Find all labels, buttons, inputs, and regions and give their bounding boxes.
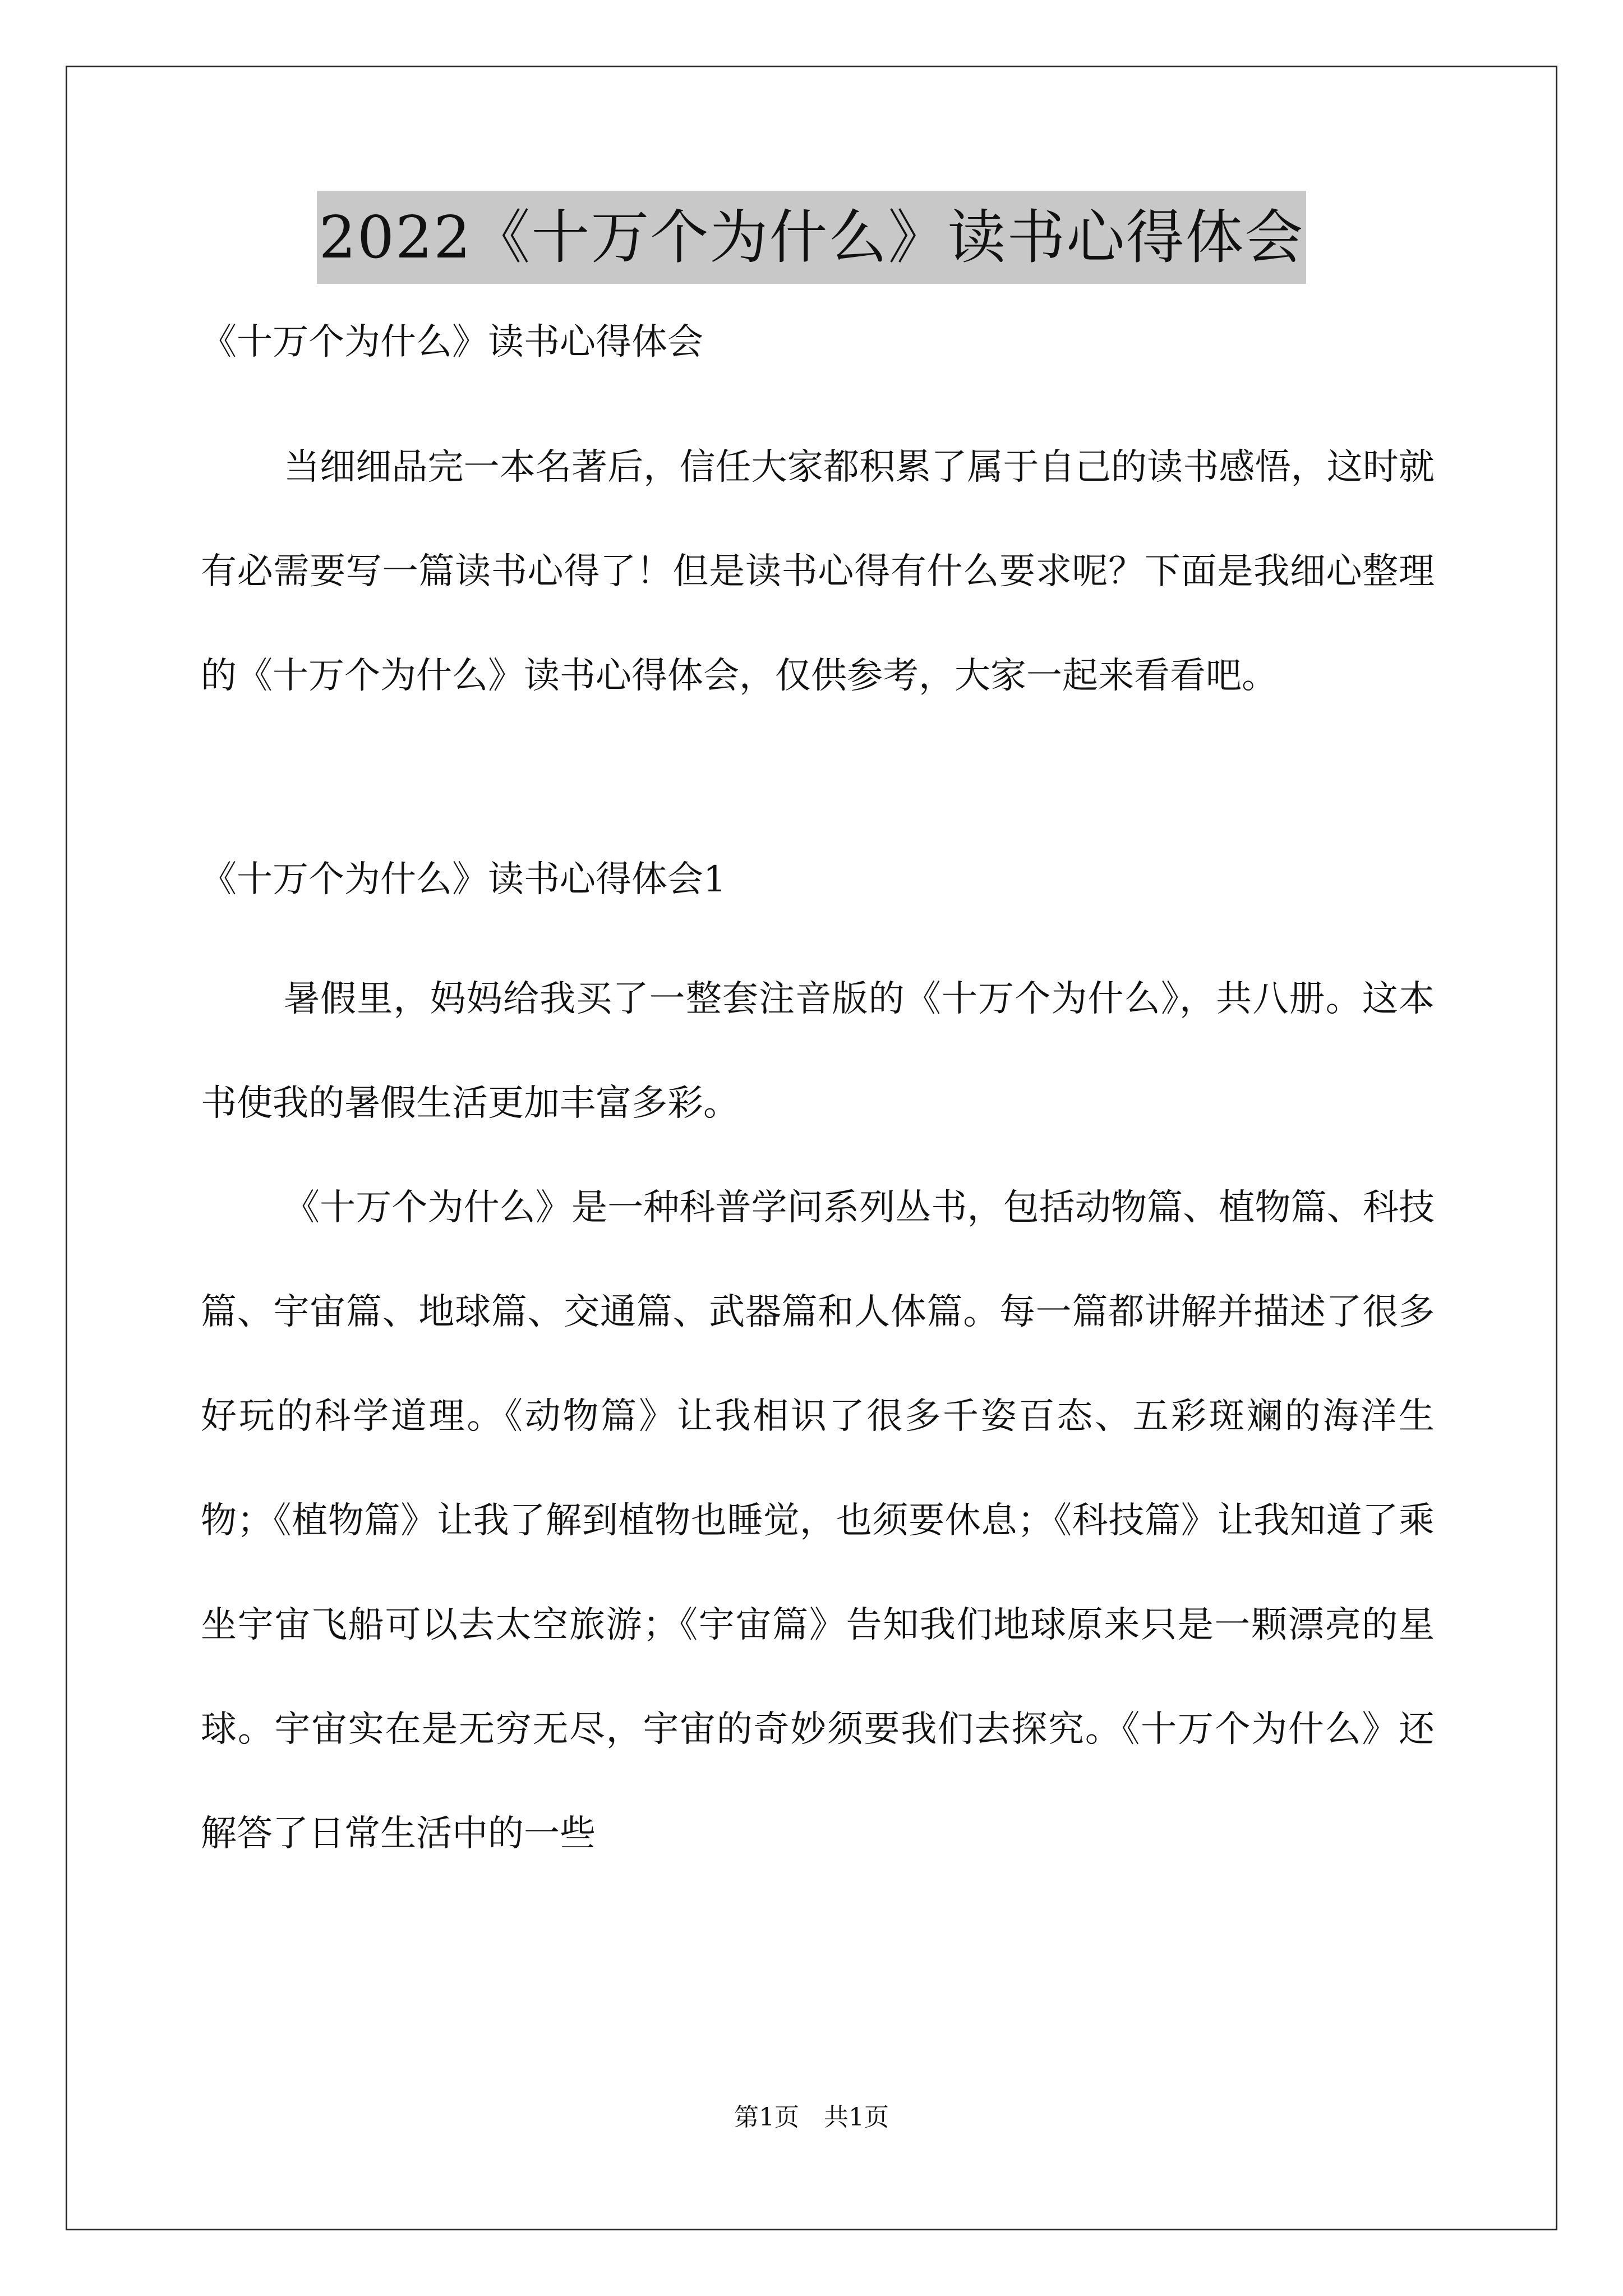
section-1-paragraph-2: 《十万个为什么》是一种科普学问系列丛书，包括动物篇、植物篇、科技篇、宇宙篇、地球篇、交通篇、武器篇和人体篇。每一篇都讲解并描述了很多好玩的科学道理。《动物篇》让我相识了很多千姿百态、五彩斑斓的海洋生物；《植物篇》让我了解到植物也睡觉，也须要休息；《科技篇》让我知道了乘坐宇宙飞船可以去太空旅游；《宇宙篇》告知我们地球原来只是一颗漂亮的星球。宇宙实在是无穷无尽，宇宙的奇妙须要我们去探究。《十万个为什么》还解答了日常生活中的一些 — [201, 1187, 1435, 1855]
document-title: 2022《十万个为什么》读书心得体会 — [317, 191, 1307, 284]
section-1-heading: 《十万个为什么》读书心得体会1 — [201, 859, 726, 900]
section-1-paragraph-1: 暑假里，妈妈给我买了一整套注音版的《十万个为什么》，共八册。这本书使我的暑假生活更加丰富多彩。 — [201, 978, 1435, 1124]
title-container — [0, 191, 1623, 284]
document-body — [201, 314, 1435, 1886]
page-footer: 第1页 共1页 — [734, 2103, 889, 2132]
intro-paragraph: 当细细品完一本名著后，信任大家都积累了属于自己的读书感悟，这时就有必需要写一篇读书心得了！但是读书心得有什么要求呢？下面是我细心整理的《十万个为什么》读书心得体会，仅供参考，大家一起来看看吧。 — [201, 447, 1435, 697]
intro-heading: 《十万个为什么》读书心得体会 — [201, 321, 703, 363]
